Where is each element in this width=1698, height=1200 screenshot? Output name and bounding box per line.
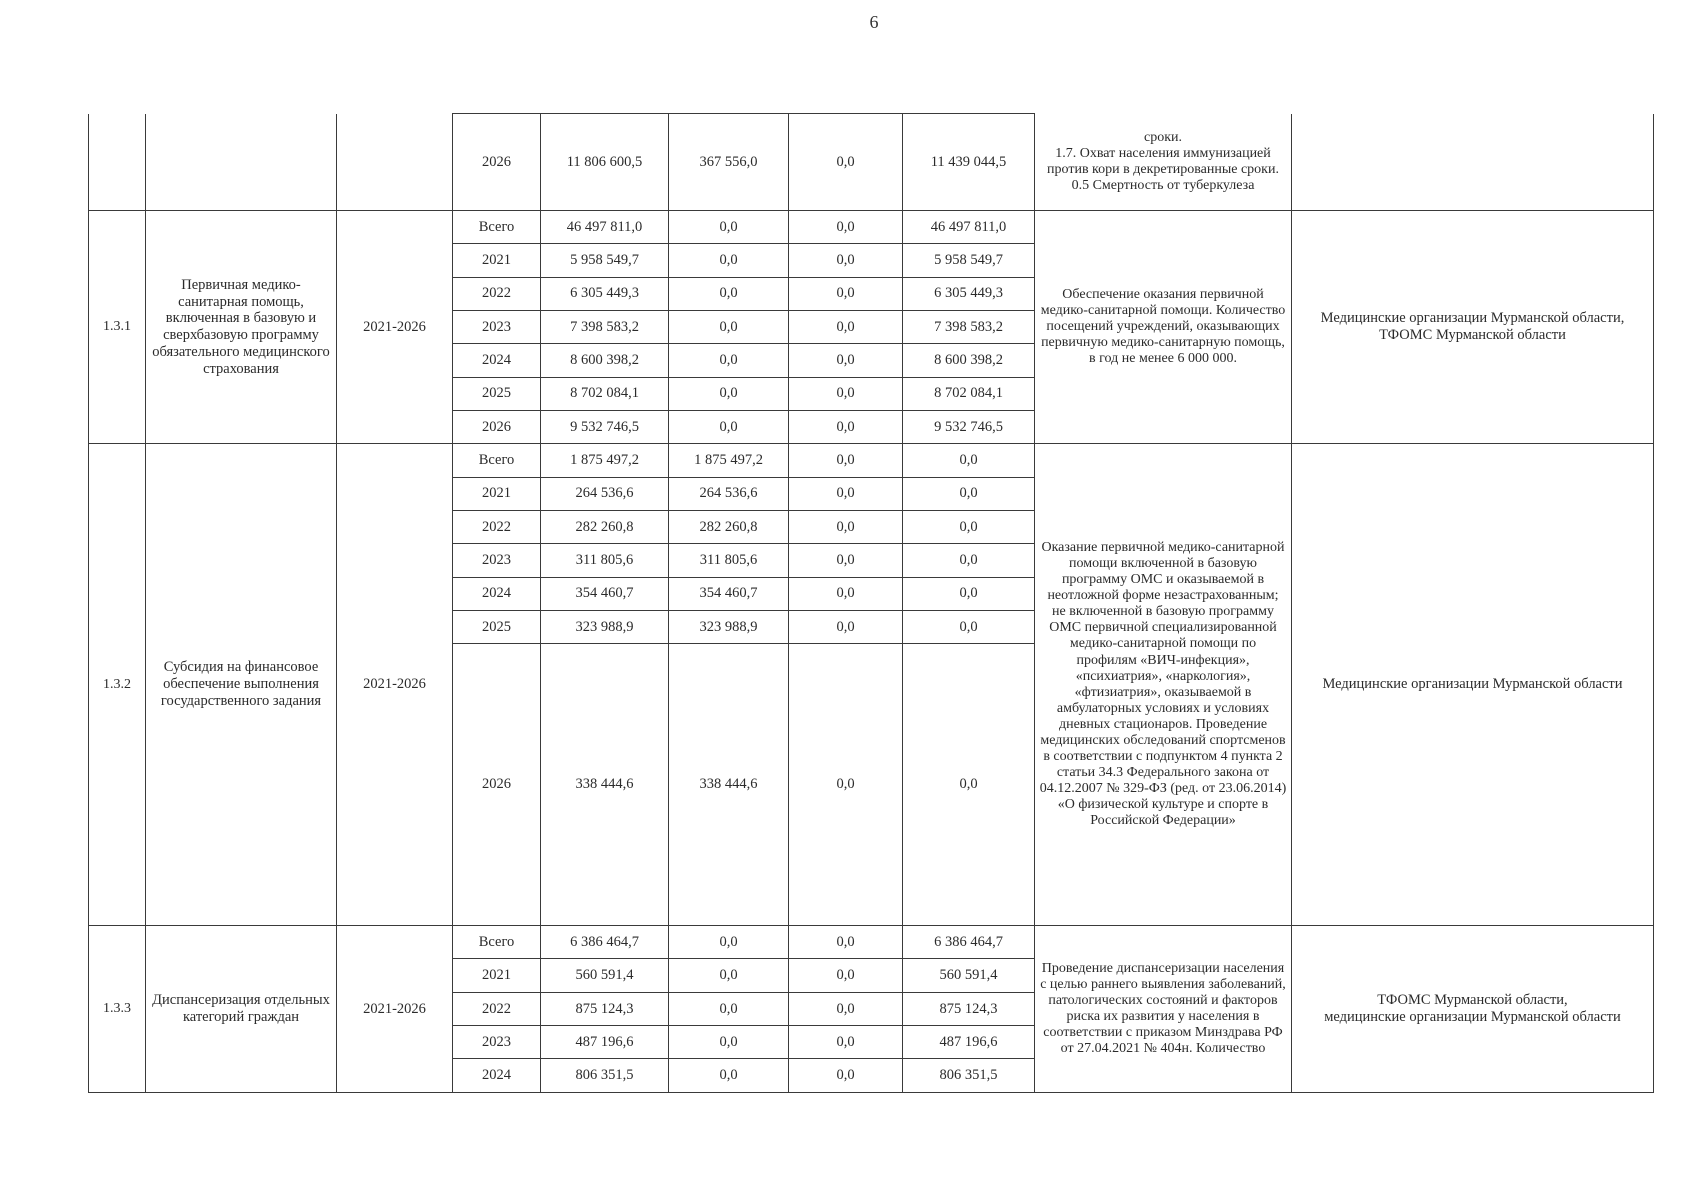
fed-cell: 0,0: [669, 310, 789, 343]
oms-cell: 0,0: [903, 610, 1035, 643]
oms-cell: 806 351,5: [903, 1059, 1035, 1093]
fed-cell: 0,0: [669, 210, 789, 243]
oms-cell: 8 702 084,1: [903, 377, 1035, 410]
total-cell: 9 532 746,5: [541, 410, 669, 443]
year-cell: 2022: [453, 277, 541, 310]
oms-cell: 560 591,4: [903, 959, 1035, 992]
table-row: [89, 926, 1654, 959]
total-cell: 560 591,4: [541, 959, 669, 992]
fed-cell: 338 444,6: [669, 644, 789, 926]
program-table: [88, 113, 1654, 1093]
total-cell: 264 536,6: [541, 477, 669, 510]
reg-cell: 0,0: [789, 959, 903, 992]
reg-cell: 0,0: [789, 544, 903, 577]
reg-cell: 0,0: [789, 992, 903, 1025]
reg-cell: 0,0: [789, 510, 903, 543]
year-cell: Всего: [453, 444, 541, 477]
reg-cell: 0,0: [789, 577, 903, 610]
section-period: 2021-2026: [337, 926, 453, 1093]
year-cell: 2026: [453, 644, 541, 926]
year-cell: 2021: [453, 959, 541, 992]
total-cell: 323 988,9: [541, 610, 669, 643]
section-name: Субсидия на финансовое обеспечение выполнения государственного задания: [146, 444, 337, 926]
fed-cell: 282 260,8: [669, 510, 789, 543]
year-cell: 2021: [453, 244, 541, 277]
year-cell: Всего: [453, 926, 541, 959]
oms-cell: 0,0: [903, 444, 1035, 477]
oms-cell: 6 305 449,3: [903, 277, 1035, 310]
section-result: Обеспечение оказания первичной медико-санитарной помощи. Количество посещений учреждений, оказывающих первичную медико-санитарную помощь, в год не менее 6 000 000.: [1035, 210, 1292, 443]
oms-cell: 5 958 549,7: [903, 244, 1035, 277]
fed-cell: 0,0: [669, 959, 789, 992]
period-cell: [337, 114, 453, 211]
section-period: 2021-2026: [337, 210, 453, 443]
reg-cell: 0,0: [789, 344, 903, 377]
code-cell: [89, 114, 146, 211]
reg-cell: 0,0: [789, 210, 903, 243]
section-code: 1.3.1: [89, 210, 146, 443]
reg-cell: 0,0: [789, 377, 903, 410]
oms-cell: 7 398 583,2: [903, 310, 1035, 343]
year-cell: 2026: [453, 114, 541, 211]
year-cell: 2025: [453, 377, 541, 410]
oms-cell: 0,0: [903, 544, 1035, 577]
result-cell: сроки. 1.7. Охват населения иммунизацией против кори в декретированные сроки. 0.5 Смертность от туберкулеза: [1035, 114, 1292, 211]
section-code: 1.3.3: [89, 926, 146, 1093]
total-cell: 354 460,7: [541, 577, 669, 610]
section-responsible: Медицинские организации Мурманской области, ТФОМС Мурманской области: [1292, 210, 1654, 443]
year-cell: 2026: [453, 410, 541, 443]
section-result: Оказание первичной медико-санитарной помощи включенной в базовую программу ОМС и оказываемой в неотложной форме незастрахованным; не включенной в базовую программу ОМС первичной специализированной медико-санитарной помощи по профилям «ВИЧ-инфекция», «психиатрия», «наркология», «фтизиатрия», оказываемой в амбулаторных условиях и условиях дневных стационаров. Проведение медицинских обследований спортсменов в соответствии с подпунктом 4 пункта 2 статьи 34.3 Федерального закона от 04.12.2007 № 329-ФЗ (ред. от 23.06.2014) «О физической культуре и спорте в Российской Федерации»: [1035, 444, 1292, 926]
fed-cell: 0,0: [669, 1059, 789, 1093]
total-cell: 311 805,6: [541, 544, 669, 577]
year-cell: 2022: [453, 992, 541, 1025]
fed-cell: 0,0: [669, 244, 789, 277]
reg-cell: 0,0: [789, 444, 903, 477]
fed-cell: 0,0: [669, 344, 789, 377]
oms-cell: 46 497 811,0: [903, 210, 1035, 243]
total-cell: 6 305 449,3: [541, 277, 669, 310]
oms-cell: 9 532 746,5: [903, 410, 1035, 443]
fed-cell: 0,0: [669, 377, 789, 410]
year-cell: 2023: [453, 1026, 541, 1059]
section-name: Первичная медико-санитарная помощь, включенная в базовую и сверхбазовую программу обязательного медицинского страхования: [146, 210, 337, 443]
year-cell: 2021: [453, 477, 541, 510]
section-code: 1.3.2: [89, 444, 146, 926]
oms-cell: 875 124,3: [903, 992, 1035, 1025]
total-cell: 8 702 084,1: [541, 377, 669, 410]
name-cell: [146, 114, 337, 211]
reg-cell: 0,0: [789, 277, 903, 310]
year-cell: 2024: [453, 577, 541, 610]
table-row: [89, 210, 1654, 243]
total-cell: 11 806 600,5: [541, 114, 669, 211]
year-cell: 2023: [453, 544, 541, 577]
year-cell: 2023: [453, 310, 541, 343]
section-name: Диспансеризация отдельных категорий граждан: [146, 926, 337, 1093]
year-cell: Всего: [453, 210, 541, 243]
total-cell: 7 398 583,2: [541, 310, 669, 343]
oms-cell: 11 439 044,5: [903, 114, 1035, 211]
reg-cell: 0,0: [789, 244, 903, 277]
oms-cell: 0,0: [903, 644, 1035, 926]
fed-cell: 367 556,0: [669, 114, 789, 211]
section-result: Проведение диспансеризации населения с целью раннего выявления заболеваний, патологических состояний и факторов риска их развития у населения в соответствии с приказом Минздрава РФ от 27.04.2021 № 404н. Количество: [1035, 926, 1292, 1093]
fed-cell: 0,0: [669, 926, 789, 959]
fed-cell: 0,0: [669, 410, 789, 443]
total-cell: 806 351,5: [541, 1059, 669, 1093]
year-cell: 2024: [453, 1059, 541, 1093]
fed-cell: 354 460,7: [669, 577, 789, 610]
fed-cell: 323 988,9: [669, 610, 789, 643]
total-cell: 5 958 549,7: [541, 244, 669, 277]
fed-cell: 0,0: [669, 992, 789, 1025]
fed-cell: 0,0: [669, 277, 789, 310]
fed-cell: 1 875 497,2: [669, 444, 789, 477]
reg-cell: 0,0: [789, 477, 903, 510]
oms-cell: 0,0: [903, 510, 1035, 543]
reg-cell: 0,0: [789, 114, 903, 211]
section-period: 2021-2026: [337, 444, 453, 926]
total-cell: 46 497 811,0: [541, 210, 669, 243]
oms-cell: 0,0: [903, 577, 1035, 610]
year-cell: 2024: [453, 344, 541, 377]
oms-cell: 487 196,6: [903, 1026, 1035, 1059]
fed-cell: 311 805,6: [669, 544, 789, 577]
total-cell: 338 444,6: [541, 644, 669, 926]
table-row: [89, 444, 1654, 477]
continuation-row: [89, 114, 1654, 211]
total-cell: 875 124,3: [541, 992, 669, 1025]
total-cell: 1 875 497,2: [541, 444, 669, 477]
total-cell: 282 260,8: [541, 510, 669, 543]
section-responsible: Медицинские организации Мурманской области: [1292, 444, 1654, 926]
responsible-cell: [1292, 114, 1654, 211]
section-responsible: ТФОМС Мурманской области, медицинские организации Мурманской области: [1292, 926, 1654, 1093]
fed-cell: 264 536,6: [669, 477, 789, 510]
year-cell: 2022: [453, 510, 541, 543]
total-cell: 487 196,6: [541, 1026, 669, 1059]
oms-cell: 0,0: [903, 477, 1035, 510]
total-cell: 6 386 464,7: [541, 926, 669, 959]
reg-cell: 0,0: [789, 610, 903, 643]
total-cell: 8 600 398,2: [541, 344, 669, 377]
reg-cell: 0,0: [789, 926, 903, 959]
reg-cell: 0,0: [789, 1026, 903, 1059]
reg-cell: 0,0: [789, 1059, 903, 1093]
reg-cell: 0,0: [789, 644, 903, 926]
fed-cell: 0,0: [669, 1026, 789, 1059]
page-number: 6: [869, 12, 879, 32]
oms-cell: 6 386 464,7: [903, 926, 1035, 959]
reg-cell: 0,0: [789, 410, 903, 443]
reg-cell: 0,0: [789, 310, 903, 343]
year-cell: 2025: [453, 610, 541, 643]
oms-cell: 8 600 398,2: [903, 344, 1035, 377]
